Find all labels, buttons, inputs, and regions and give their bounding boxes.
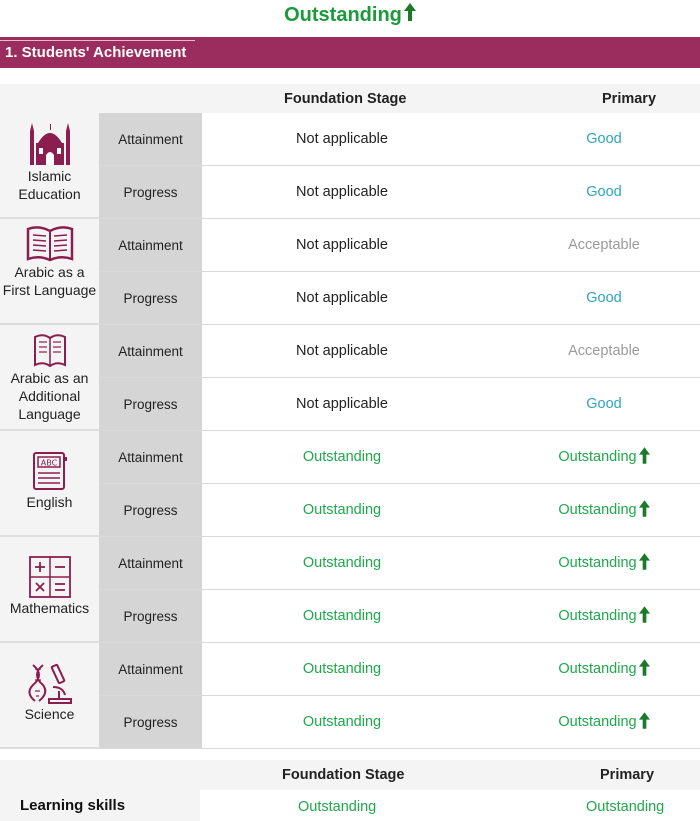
row-type: Progress (99, 696, 202, 748)
primary-value (519, 113, 689, 165)
overall-rating (0, 0, 700, 30)
microscope-dna-icon (27, 661, 73, 705)
foundation-value (202, 590, 482, 642)
primary-rating: Good (586, 290, 622, 306)
up-arrow-icon (404, 3, 416, 27)
row-type: Progress (99, 272, 202, 324)
up-arrow-icon (639, 447, 650, 468)
primary-rating: Outstanding (558, 449, 637, 465)
table-header (0, 84, 700, 114)
foundation-rating: Not applicable (296, 184, 388, 200)
foundation-rating: Outstanding (302, 502, 382, 518)
foundation-rating: Outstanding (302, 661, 382, 677)
foundation-value (202, 537, 482, 589)
primary-value (519, 431, 689, 483)
foundation-rating: Not applicable (296, 343, 388, 359)
foundation-rating: Outstanding (302, 555, 382, 571)
header-foundation: Foundation Stage (284, 91, 407, 107)
primary-rating: Outstanding (558, 555, 637, 571)
foundation-value (202, 696, 482, 748)
primary-value (519, 219, 689, 271)
learning-header (0, 760, 700, 790)
row-type: Progress (99, 484, 202, 536)
up-arrow-icon (639, 659, 650, 680)
table-row (99, 325, 700, 378)
overall-rating-text: Outstanding (284, 3, 402, 26)
up-arrow-icon (639, 500, 650, 521)
primary-value (519, 484, 689, 536)
learning-foundation-value: Outstanding (298, 799, 377, 815)
primary-value (519, 643, 689, 695)
book-icon (30, 329, 70, 369)
primary-value (519, 537, 689, 589)
primary-rating: Outstanding (558, 714, 637, 730)
row-type: Attainment (99, 113, 202, 165)
primary-rating: Good (586, 131, 622, 147)
table-row (99, 484, 700, 537)
subject-cell (0, 643, 99, 749)
subject-name: Science (24, 706, 75, 722)
table-row (99, 166, 700, 219)
primary-rating: Outstanding (558, 608, 637, 624)
primary-value (519, 590, 689, 642)
primary-rating: Outstanding (558, 502, 637, 518)
row-type: Attainment (99, 219, 202, 271)
subject-name: Arabic as a First Language (2, 264, 97, 298)
table-row (99, 272, 700, 325)
primary-rating: Acceptable (568, 343, 640, 359)
up-arrow-icon (639, 553, 650, 574)
calculator-icon (28, 555, 72, 599)
subject-name: Mathematics (9, 600, 90, 616)
section-underline (0, 40, 195, 41)
table-row (99, 378, 700, 431)
abc-book-icon (28, 449, 72, 493)
foundation-value (202, 113, 482, 165)
mosque-icon (27, 119, 73, 167)
foundation-value (202, 484, 482, 536)
primary-rating: Acceptable (568, 237, 640, 253)
row-type: Attainment (99, 325, 202, 377)
table-row (99, 431, 700, 484)
foundation-value (202, 325, 482, 377)
table-row (99, 696, 700, 749)
primary-value (519, 378, 689, 430)
table-row (99, 590, 700, 643)
learning-primary-value: Outstanding (586, 799, 665, 815)
subject-cell (0, 537, 99, 643)
foundation-value (202, 219, 482, 271)
subject-cell (0, 113, 99, 219)
up-arrow-icon (639, 712, 650, 733)
table-row (99, 219, 700, 272)
table-row (99, 113, 700, 166)
header-primary: Primary (602, 91, 657, 107)
learning-header-primary: Primary (600, 767, 655, 783)
row-type: Attainment (99, 537, 202, 589)
primary-value (519, 166, 689, 218)
primary-rating: Outstanding (558, 661, 637, 677)
foundation-rating: Not applicable (296, 237, 388, 253)
foundation-rating: Not applicable (296, 131, 388, 147)
subject-cell (0, 219, 99, 325)
row-type: Attainment (99, 431, 202, 483)
foundation-rating: Outstanding (302, 714, 382, 730)
up-arrow-icon (639, 606, 650, 627)
foundation-rating: Outstanding (302, 608, 382, 624)
section-title: 1. Students' Achievement (5, 44, 187, 61)
subject-cell (0, 325, 99, 431)
foundation-value (202, 378, 482, 430)
section-header (0, 37, 700, 68)
row-type: Progress (99, 590, 202, 642)
row-type: Attainment (99, 643, 202, 695)
primary-value (519, 696, 689, 748)
primary-rating: Good (586, 184, 622, 200)
primary-rating: Good (586, 396, 622, 412)
foundation-value (202, 166, 482, 218)
row-type: Progress (99, 166, 202, 218)
subject-name: Arabic as an Additional Language (10, 370, 89, 422)
foundation-value (202, 431, 482, 483)
learning-skills-label: Learning skills (20, 797, 126, 814)
table-row (99, 537, 700, 590)
foundation-value (202, 272, 482, 324)
subject-name: English (26, 494, 73, 510)
foundation-rating: Outstanding (302, 449, 382, 465)
primary-value (519, 325, 689, 377)
foundation-rating: Not applicable (296, 290, 388, 306)
svg-text:ABC: ABC (40, 458, 57, 468)
foundation-rating: Not applicable (296, 396, 388, 412)
subject-name: Islamic Education (18, 168, 81, 202)
open-book-icon (25, 223, 75, 263)
foundation-value (202, 643, 482, 695)
subject-cell (0, 431, 99, 537)
primary-value (519, 272, 689, 324)
learning-header-foundation: Foundation Stage (282, 767, 405, 783)
row-type: Progress (99, 378, 202, 430)
table-row (99, 643, 700, 696)
